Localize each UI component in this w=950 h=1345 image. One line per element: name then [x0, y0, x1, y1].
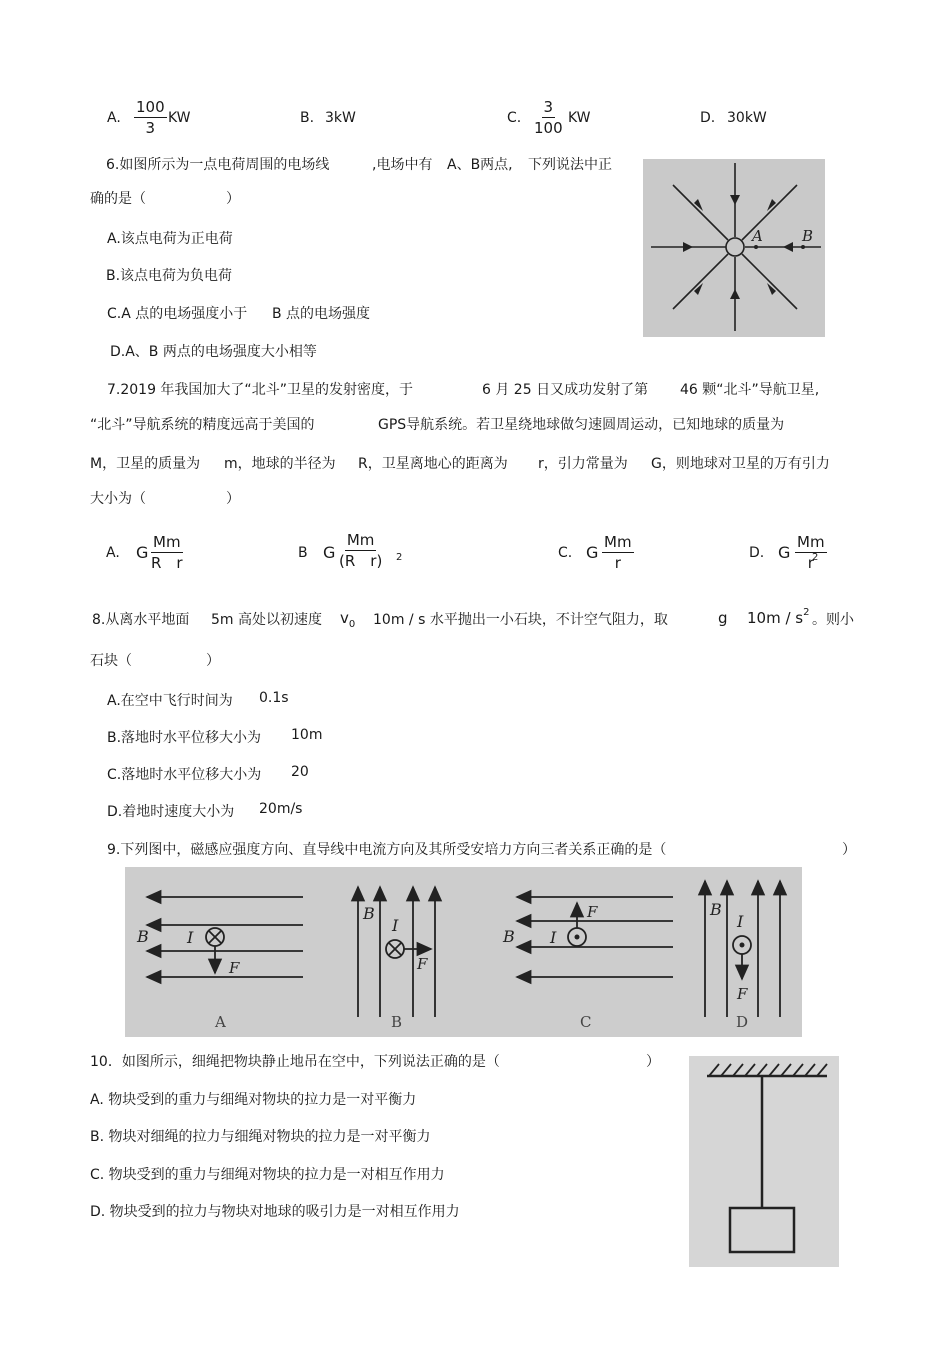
q5-option-c-label: C. [507, 110, 522, 126]
q7-stem-line3a: M，卫星的质量为 [90, 456, 201, 472]
ceiling-hatching [709, 1064, 827, 1076]
q9-stem: 9.下列图中，磁感应强度方向、直导线中电流方向及其所受安培力方向三者关系正确的是（ [107, 842, 667, 858]
q7-option-b-label: B [298, 545, 308, 561]
q9-magnetic-force-figure [125, 867, 802, 1037]
q8-option-c-text: C.落地时水平位移大小为 [107, 767, 262, 783]
q7-stem-line3d: r，引力常量为 [538, 456, 628, 472]
q6-option-c-part2: B 点的电场强度 [272, 306, 371, 322]
q6-field-lines-svg [643, 159, 825, 337]
q7-option-a-numerator: Mm [153, 533, 181, 551]
q5-option-c-numerator: 3 [543, 98, 554, 116]
q7-option-a-denominator: R r [151, 554, 183, 572]
q9-d-I-label: I [737, 912, 744, 931]
q7-stem-line2a: “北斗”导航系统的精度远高于美国的 [90, 417, 315, 433]
q8-v: v [340, 609, 349, 627]
q7-option-c-G: G [586, 543, 599, 562]
q10-figure-svg [689, 1056, 839, 1267]
arrowhead-bottom [730, 289, 740, 299]
q7-stem-line4-close: ） [226, 491, 240, 507]
q5-option-a-fraction [134, 98, 167, 137]
q7-option-d-G: G [778, 543, 791, 562]
q7-stem-line1a: 7.2019 年我国加大了“北斗”卫星的发射密度，于 [107, 382, 413, 398]
arrowhead-right [783, 242, 793, 252]
arrowhead-top-right [767, 199, 776, 211]
q7-option-a-fraction [151, 533, 183, 572]
q6-option-c-part1: C.A 点的电场强度小于 [107, 306, 248, 322]
q6-electric-field-figure [643, 159, 825, 337]
q5-option-b-text: 3kW [325, 110, 356, 126]
q5-option-d-label: D. [700, 110, 716, 126]
q8-stem-part1: 8.从离水平地面 [92, 612, 190, 628]
q9-d-B-label: B [710, 900, 722, 919]
q8-stem-part3: 10m / s 水平抛出一小石块，不计空气阻力，取 [373, 612, 668, 628]
q7-stem-line3e: G，则地球对卫星的万有引力 [651, 456, 830, 472]
q9-c-F-label: F [587, 903, 598, 921]
point-b-label: B [802, 227, 814, 245]
q8-option-a-text: A.在空中飞行时间为 [107, 693, 233, 709]
q7-option-d-fraction [795, 533, 827, 572]
q8-stem-part2: 5m 高处以初速度 [211, 612, 322, 628]
q9-a-B-label: B [137, 927, 149, 946]
q9-d-current-dot [740, 943, 745, 948]
q10-hanging-block-figure [689, 1056, 839, 1267]
q7-option-a-G: G [136, 543, 149, 562]
q5-option-a-denominator: 3 [145, 119, 156, 137]
q10-option-d: D. 物块受到的拉力与物块对地球的吸引力是一对相互作用力 [90, 1204, 460, 1220]
arrowhead-top-left [694, 199, 703, 211]
q7-option-a-label: A. [106, 545, 120, 561]
arrowhead-bottom-right [767, 283, 776, 295]
point-a-dot [754, 245, 758, 249]
q7-option-b-denominator: (R r) [339, 552, 383, 570]
q9-d-F-label: F [737, 985, 748, 1003]
q8-v-subscript: 0 [348, 619, 356, 630]
q8-stem-line2: 石块（ [90, 653, 132, 669]
q6-stem-line1d: 下列说法中正 [528, 157, 612, 173]
q6-stem-line2: 确的是（ [90, 191, 146, 207]
q8-g-value [747, 609, 809, 627]
q9-d-caption: D [736, 1013, 749, 1031]
q6-stem-line1c: A、B两点, [447, 157, 513, 173]
q9-a-caption: A [215, 1013, 226, 1031]
arrowhead-left [683, 242, 693, 252]
q9-a-F-label: F [229, 959, 240, 977]
field-line-bottom-left [673, 254, 728, 309]
arrowhead-bottom-left [694, 283, 703, 295]
q7-option-d-denominator: r [807, 554, 814, 572]
q6-stem-line1: 6.如图所示为一点电荷周围的电场线 [106, 157, 330, 173]
q8-option-c-value: 20 [291, 764, 309, 780]
field-line-bottom-right [742, 254, 797, 309]
q5-option-a-unit: KW [168, 110, 191, 126]
q9-a-I-label: I [187, 928, 194, 947]
q9-b-B-label: B [363, 904, 375, 923]
q7-stem-line3b: m，地球的半径为 [224, 456, 336, 472]
q7-stem-line3c: R，卫星离地心的距离为 [358, 456, 508, 472]
q9-panel-a [147, 897, 303, 977]
q7-option-b-G: G [323, 543, 336, 562]
point-a-label: A [752, 227, 763, 245]
field-line-top-right [742, 185, 797, 240]
q7-option-b-fraction [339, 531, 382, 570]
q6-option-a: A.该点电荷为正电荷 [107, 231, 233, 247]
field-line-top-left [673, 185, 728, 240]
q10-option-c: C. 物块受到的重力与细绳对物块的拉力是一对相互作用力 [90, 1167, 445, 1183]
q6-option-b: B.该点电荷为负电荷 [106, 268, 233, 284]
q6-stem-line2-close: ） [226, 191, 240, 207]
q8-stem-part4: 。则小 [812, 612, 854, 628]
q7-stem-line2b: GPS导航系统。若卫星绕地球做匀速圆周运动，已知地球的质量为 [378, 417, 785, 433]
q9-figure-svg [125, 867, 802, 1037]
q8-option-b-value: 10m [291, 727, 323, 743]
q8-option-d-value: 20m/s [259, 801, 303, 817]
q7-option-c-fraction [602, 533, 634, 572]
q5-option-c-unit: KW [568, 110, 591, 126]
q5-option-d-text: 30kW [727, 110, 767, 126]
q7-option-d-exponent: 2 [812, 552, 819, 563]
q9-c-caption: C [580, 1013, 592, 1031]
q8-stem-line2-close: ） [206, 653, 220, 669]
q9-b-F-label: F [417, 955, 428, 973]
q7-option-c-label: C. [558, 545, 573, 561]
q7-option-c-numerator: Mm [604, 533, 632, 551]
q10-stem-close: ） [646, 1054, 660, 1070]
q5-option-b-label: B. [300, 110, 315, 126]
q5-option-c-denominator: 100 [534, 119, 563, 137]
q7-stem-line1b: 6 月 25 日又成功发射了第 [482, 382, 649, 398]
q10-option-a: A. 物块受到的重力与细绳对物块的拉力是一对平衡力 [90, 1092, 417, 1108]
q9-b-caption: B [391, 1013, 403, 1031]
q8-g-value-text: 10m / s [747, 609, 804, 627]
q6-option-d: D.A、B 两点的电场强度大小相等 [110, 344, 317, 360]
q5-option-a-numerator: 100 [136, 98, 165, 116]
q8-g-exponent: 2 [803, 607, 810, 618]
q8-option-d-text: D.着地时速度大小为 [107, 804, 235, 820]
q10-stem: 10．如图所示，细绳把物块静止地吊在空中，下列说法正确的是（ [90, 1054, 500, 1070]
q6-stem-line1b: ,电场中有 [372, 157, 433, 173]
q8-g: g [718, 609, 728, 627]
q8-option-a-value: 0.1s [259, 690, 289, 706]
q7-option-d-label: D. [749, 545, 765, 561]
q9-stem-close: ） [842, 842, 856, 858]
q9-b-I-label: I [392, 916, 399, 935]
q5-option-a-label: A. [107, 110, 121, 126]
q9-c-current-dot [575, 935, 580, 940]
point-charge [726, 238, 744, 256]
q7-option-b-exponent: 2 [396, 552, 403, 563]
q8-option-b-text: B.落地时水平位移大小为 [107, 730, 262, 746]
q9-c-I-label: I [550, 928, 557, 947]
hanging-block [730, 1208, 794, 1252]
q10-option-b: B. 物块对细绳的拉力与细绳对物块的拉力是一对平衡力 [90, 1129, 431, 1145]
q8-v0 [340, 609, 356, 630]
q7-stem-line4a: 大小为（ [90, 491, 146, 507]
arrowhead-top [730, 195, 740, 205]
q9-c-B-label: B [503, 927, 515, 946]
q7-option-d-numerator: Mm [797, 533, 825, 551]
q7-option-c-denominator: r [614, 554, 621, 572]
point-b-dot [801, 245, 805, 249]
q7-option-b-numerator: Mm [346, 531, 375, 549]
q5-option-c-fraction [534, 98, 563, 137]
q7-stem-line1c: 46 颗“北斗”导航卫星, [680, 382, 820, 398]
